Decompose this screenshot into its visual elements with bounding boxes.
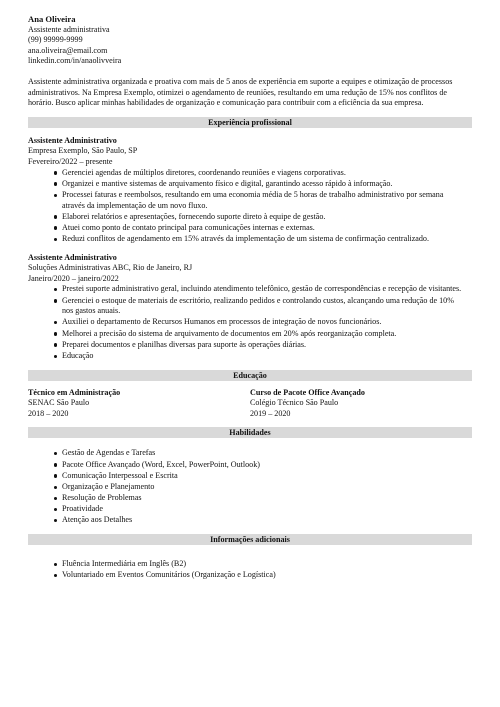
list-item: Resolução de Problemas (62, 493, 472, 504)
education-school: Colégio Técnico São Paulo (250, 398, 339, 408)
candidate-linkedin: linkedin.com/in/anaolivveira (28, 56, 122, 66)
list-item: Reduzi conflitos de agendamento em 15% através da implementação de um sistema de confirmação centralizado. (62, 234, 472, 245)
list-item: Melhorei a precisão do sistema de arquivamento de documentos em 20% após reorganização completa. (62, 329, 472, 340)
education-dates: 2019 – 2020 (250, 408, 291, 418)
list-item: Prestei suporte administrativo geral, incluindo atendimento telefônico, gestão de correspondências e recepção de visitantes. (62, 284, 472, 295)
additional-info-list (28, 559, 472, 581)
job-dates: Fevereiro/2022 – presente (28, 156, 113, 166)
list-item: Organização e Planejamento (62, 482, 472, 493)
education-list (28, 388, 472, 420)
professional-summary: Assistente administrativa organizada e proativa com mais de 5 anos de experiência em suporte a equipes e otimização de processos administrativos. Na Empresa Exemplo, otimizei o agendamento de reuniões, resultando em uma redução de 15% nos conflitos de horário. Busco aplicar minhas habilidades de organização e comunicação para contribuir com a eficiência da sua empresa. (28, 76, 453, 108)
education-dates: 2018 – 2020 (28, 408, 69, 418)
list-item: Organizei e mantive sistemas de arquivamento físico e digital, garantindo acesso rápido à informação. (62, 179, 472, 190)
list-item: Preparei documentos e planilhas diversas para suporte às operações diárias. (62, 340, 472, 351)
skills-list (28, 448, 472, 526)
list-item: Auxiliei o departamento de Recursos Humanos em processos de integração de novos funcionários. (62, 317, 472, 328)
job-bullet-list (28, 168, 472, 245)
list-item: Educação (62, 351, 472, 362)
education-entry (250, 388, 472, 420)
education-school: SENAC São Paulo (28, 398, 90, 408)
candidate-email: ana.oliveira@email.com (28, 45, 108, 55)
list-item: Gestão de Agendas e Tarefas (62, 448, 472, 459)
list-item: Atuei como ponto de contato principal para comunicações internas e externas. (62, 223, 472, 234)
candidate-name: Ana Oliveira (28, 14, 76, 24)
section-header-additional: Informações adicionais (28, 534, 472, 545)
section-header-experience: Experiência profissional (28, 117, 472, 128)
list-item: Proatividade (62, 504, 472, 515)
list-item: Elaborei relatórios e apresentações, fornecendo suporte direto à equipe de gestão. (62, 212, 472, 223)
job-entry (28, 136, 472, 245)
list-item: Atenção aos Detalhes (62, 515, 472, 526)
candidate-phone: (99) 99999-9999 (28, 35, 83, 45)
job-dates: Janeiro/2020 – janeiro/2022 (28, 273, 119, 283)
job-company: Empresa Exemplo, São Paulo, SP (28, 146, 138, 156)
list-item: Pacote Office Avançado (Word, Excel, PowerPoint, Outlook) (62, 460, 472, 471)
list-item: Gerenciei agendas de múltiplos diretores, coordenando reuniões e viagens corporativas. (62, 168, 472, 179)
candidate-role: Assistente administrativa (28, 24, 110, 34)
job-title: Assistente Administrativo (28, 252, 117, 262)
contact-block (28, 14, 472, 67)
job-company: Soluções Administrativas ABC, Rio de Janeiro, RJ (28, 263, 193, 273)
job-title: Assistente Administrativo (28, 135, 117, 145)
section-header-skills: Habilidades (28, 427, 472, 438)
list-item: Gerenciei o estoque de materiais de escritório, realizando pedidos e controlando custos, alcançando uma redução de 10% nos gastos anuais. (62, 296, 472, 317)
education-degree: Técnico em Administração (28, 387, 121, 397)
job-entry (28, 253, 472, 362)
job-bullet-list (28, 284, 472, 361)
list-item: Voluntariado em Eventos Comunitários (Organização e Logística) (62, 570, 472, 581)
section-header-education: Educação (28, 370, 472, 381)
list-item: Comunicação Interpessoal e Escrita (62, 471, 472, 482)
list-item: Processei faturas e reembolsos, resultando em uma economia média de 5 horas de trabalho administrativo por semana através da implementação de um novo fluxo. (62, 190, 472, 211)
list-item: Fluência Intermediária em Inglês (B2) (62, 559, 472, 570)
education-entry (28, 388, 250, 420)
education-degree: Curso de Pacote Office Avançado (250, 387, 365, 397)
